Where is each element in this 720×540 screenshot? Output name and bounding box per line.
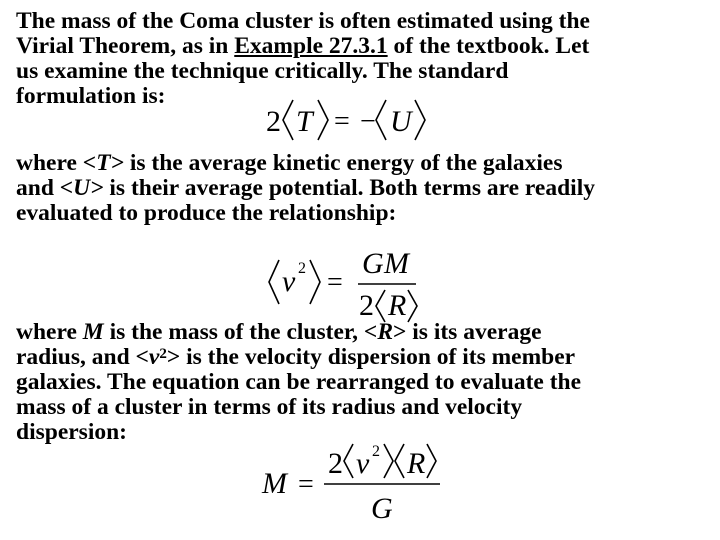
eq2-numerator-g: G bbox=[362, 247, 384, 280]
eq2-r-right-angle bbox=[408, 290, 417, 322]
rearrangement-line-5: dispersion: bbox=[16, 419, 127, 445]
eq2-var-v: v bbox=[282, 265, 296, 298]
eq1-var-t: T bbox=[296, 105, 313, 138]
rearrangement-line-3: galaxies. The equation can be rearranged to evaluate the bbox=[16, 369, 582, 395]
cluster-mass-equation bbox=[258, 438, 448, 524]
definition-line-1-start: where bbox=[16, 150, 83, 176]
mass-symbol: M bbox=[82, 319, 104, 345]
potential-energy-symbol: <U> bbox=[59, 175, 104, 201]
eq3-exponent: 2 bbox=[372, 443, 380, 460]
rearrangement-line-2-end: > is the velocity dispersion of its member bbox=[166, 344, 576, 370]
eq2-var-r: R bbox=[388, 289, 407, 322]
eq1-coefficient: 2 bbox=[266, 105, 281, 138]
eq1-u-left-angle bbox=[376, 100, 386, 140]
intro-line-2 bbox=[16, 34, 716, 59]
definition-line-1-end: is the average kinetic energy of the galaxies bbox=[123, 150, 563, 176]
rearrangement-line-1-end: > is its average bbox=[393, 319, 542, 345]
velocity-symbol: v bbox=[148, 344, 160, 370]
radius-symbol: R bbox=[377, 319, 394, 345]
rearrangement-line-1-start: where bbox=[16, 319, 83, 345]
eq3-var-r: R bbox=[407, 447, 426, 480]
eq1-equals: = bbox=[334, 106, 350, 137]
rearrangement-line-4: mass of a cluster in terms of its radius and velocity bbox=[16, 394, 523, 420]
eq1-minus: − bbox=[360, 106, 376, 137]
definition-line-2 bbox=[16, 176, 716, 201]
eq3-denominator: G bbox=[371, 492, 393, 525]
eq3-r-left-angle bbox=[395, 444, 404, 478]
intro-line-4: formulation is: bbox=[16, 83, 166, 109]
velocity-dispersion-equation bbox=[266, 244, 436, 328]
rearrangement-line-1 bbox=[16, 320, 716, 345]
eq1-var-u: U bbox=[390, 105, 412, 138]
eq2-left-angle bbox=[269, 260, 279, 304]
eq3-var-v: v bbox=[356, 447, 370, 480]
eq1-left-angle bbox=[283, 100, 293, 140]
eq1-right-angle bbox=[318, 100, 328, 140]
eq3-v-left-angle bbox=[344, 444, 353, 478]
eq2-denominator-coefficient: 2 bbox=[359, 289, 374, 322]
eq2-r-left-angle bbox=[376, 290, 385, 322]
eq3-var-m: M bbox=[262, 467, 287, 500]
definition-paragraph bbox=[16, 151, 716, 226]
intro-line-2-end: of the textbook. Let bbox=[387, 33, 590, 59]
kinetic-energy-symbol: <T> bbox=[82, 150, 124, 176]
eq3-v-right-angle bbox=[384, 444, 393, 478]
eq2-equals: = bbox=[327, 267, 343, 298]
rearrangement-line-2 bbox=[16, 345, 716, 370]
intro-line-2-start: Virial Theorem, as in bbox=[16, 33, 235, 59]
definition-line-2-start: and bbox=[16, 175, 60, 201]
velocity-exponent: 2 bbox=[159, 346, 167, 362]
virial-theorem-equation bbox=[262, 94, 442, 146]
rearrangement-line-1-middle: is the mass of the cluster, < bbox=[103, 319, 378, 345]
rearrangement-paragraph bbox=[16, 320, 716, 445]
eq2-right-angle bbox=[310, 260, 320, 304]
eq3-coefficient: 2 bbox=[328, 447, 343, 480]
intro-line-1: The mass of the Coma cluster is often estimated using the bbox=[16, 8, 590, 34]
eq3-equals: = bbox=[298, 469, 314, 500]
rearrangement-line-2-start: radius, and < bbox=[16, 344, 149, 370]
example-link[interactable]: Example 27.3.1 bbox=[234, 33, 388, 59]
eq1-u-right-angle bbox=[415, 100, 425, 140]
definition-line-1 bbox=[16, 151, 716, 176]
eq2-exponent: 2 bbox=[298, 260, 306, 277]
intro-line-3: us examine the technique critically. The standard bbox=[16, 58, 509, 84]
eq3-r-right-angle bbox=[427, 444, 436, 478]
eq2-numerator-m: M bbox=[384, 247, 409, 280]
definition-line-3: evaluated to produce the relationship: bbox=[16, 200, 397, 226]
definition-line-2-end: is their average potential. Both terms are readily bbox=[103, 175, 595, 201]
